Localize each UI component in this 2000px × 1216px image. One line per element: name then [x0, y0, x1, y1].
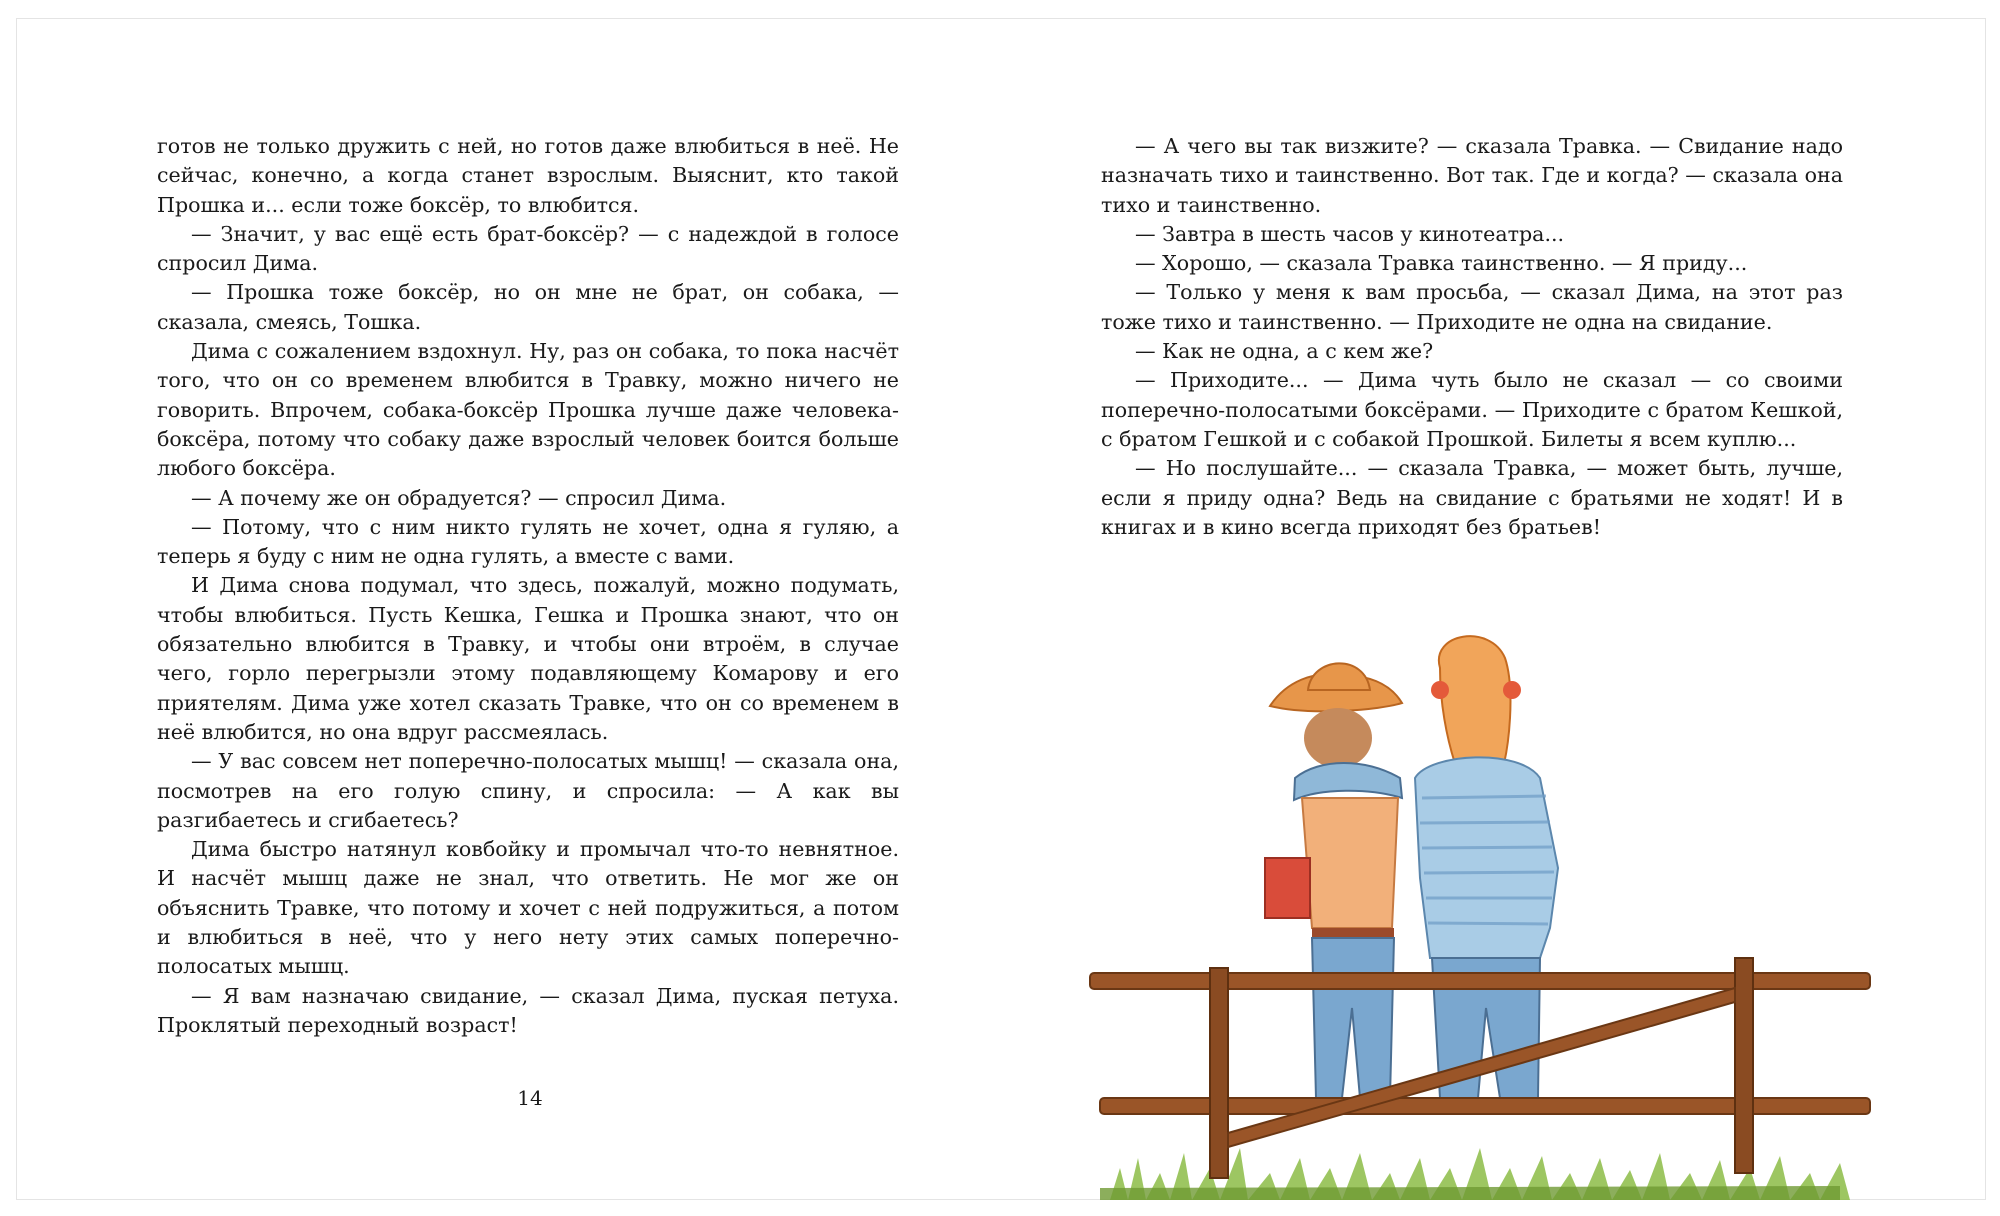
paragraph: — У вас совсем нет поперечно-полосатых мышц! — сказала она, посмотрев на его голую спину, и спросила: — А как вы разгибаетесь и сгибаетесь? — [157, 749, 899, 832]
paragraph: — Я вам назначаю свидание, — сказал Дима, пуская петуха. Проклятый переходный возраст! — [157, 983, 899, 1037]
paragraph: — Завтра в шесть часов у кинотеатра... — [1135, 221, 1565, 246]
paragraph: — Приходите... — Дима чуть было не сказал — со своими поперечно-полосатыми боксёрами. — Приходите с братом Кешкой, с братом Гешкой и с собакой Прошкой. Билеты я всем куплю... — [1101, 368, 1843, 451]
boy-figure-icon — [1265, 663, 1402, 1098]
paragraph: — А почему же он обрадуется? — спросил Дима. — [191, 485, 727, 510]
paragraph: — Хорошо, — сказала Травка таинственно. — Я приду... — [1135, 251, 1748, 276]
boy-and-girl-at-fence-illustration — [1080, 628, 1880, 1200]
paragraph: готов не только дружить с ней, но готов даже влюбиться в неё. Не сейчас, конечно, а когда станет взрослым. Выяснит, кто такой Прошка и... если тоже боксёр, то влюбится. — [157, 134, 899, 217]
paragraph: И Дима снова подумал, что здесь, пожалуй, можно подумать, чтобы влюбиться. Пусть Кешка, Гешка и Прошка знают, что он обязательно влюбится в Травку, и чтобы они втроём, в случае чего, горло перегрызли этому подавляющему Комарову и его приятелям. Дима уже хотел сказать Травке, что он со временем в неё влюбится, но она вдруг рассмеялась. — [157, 573, 899, 744]
paragraph: — Значит, у вас ещё есть брат-боксёр? — с надеждой в голосе спросил Дима. — [157, 221, 899, 276]
paragraph: — А чего вы так визжите? — сказала Травка. — Свидание надо назначать тихо и таинственно. Вот так. Где и когда? — сказала она тихо и таинственно. — [1101, 134, 1843, 217]
paragraph: — Как не одна, а с кем же? — [1135, 339, 1434, 364]
paragraph: Дима быстро натянул ковбойку и промычал что-то невнятное. И насчёт мышц даже не знал, что ответить. Не мог же он объяснить Травке, что потому и хочет с ней подружиться, а потом и влюбиться в неё, что у него нету этих самых поперечно-полосатых мышц. — [157, 837, 899, 979]
girl-figure-icon — [1415, 636, 1558, 1098]
left-page-text — [157, 132, 899, 1040]
page-number: 14 — [517, 1086, 543, 1110]
paragraph: — Потому, что с ним никто гулять не хочет, одна я гуляю, а теперь я буду с ним не одна гулять, а вместе с вами. — [157, 514, 899, 569]
paragraph: — Только у меня к вам просьба, — сказал Дима, на этот раз тоже тихо и таинственно. — Приходите не одна на свидание. — [1101, 280, 1843, 334]
right-page-text — [1101, 132, 1843, 542]
paragraph: — Но послушайте... — сказала Травка, — может быть, лучше, если я приду одна? Ведь на свидание с братьями не ходят! И в книгах и в кино всегда приходят без братьев! — [1101, 456, 1843, 539]
paragraph: Дима с сожалением вздохнул. Ну, раз он собака, то пока насчёт того, что он со временем влюбится в Травку, можно ничего не говорить. Впрочем, собака-боксёр Прошка лучше даже человека-боксёра, потому что собаку даже взрослый человек боится больше любого боксёра. — [157, 339, 899, 481]
paragraph: — Прошка тоже боксёр, но он мне не брат, он собака, — сказала, смеясь, Тошка. — [157, 280, 899, 334]
